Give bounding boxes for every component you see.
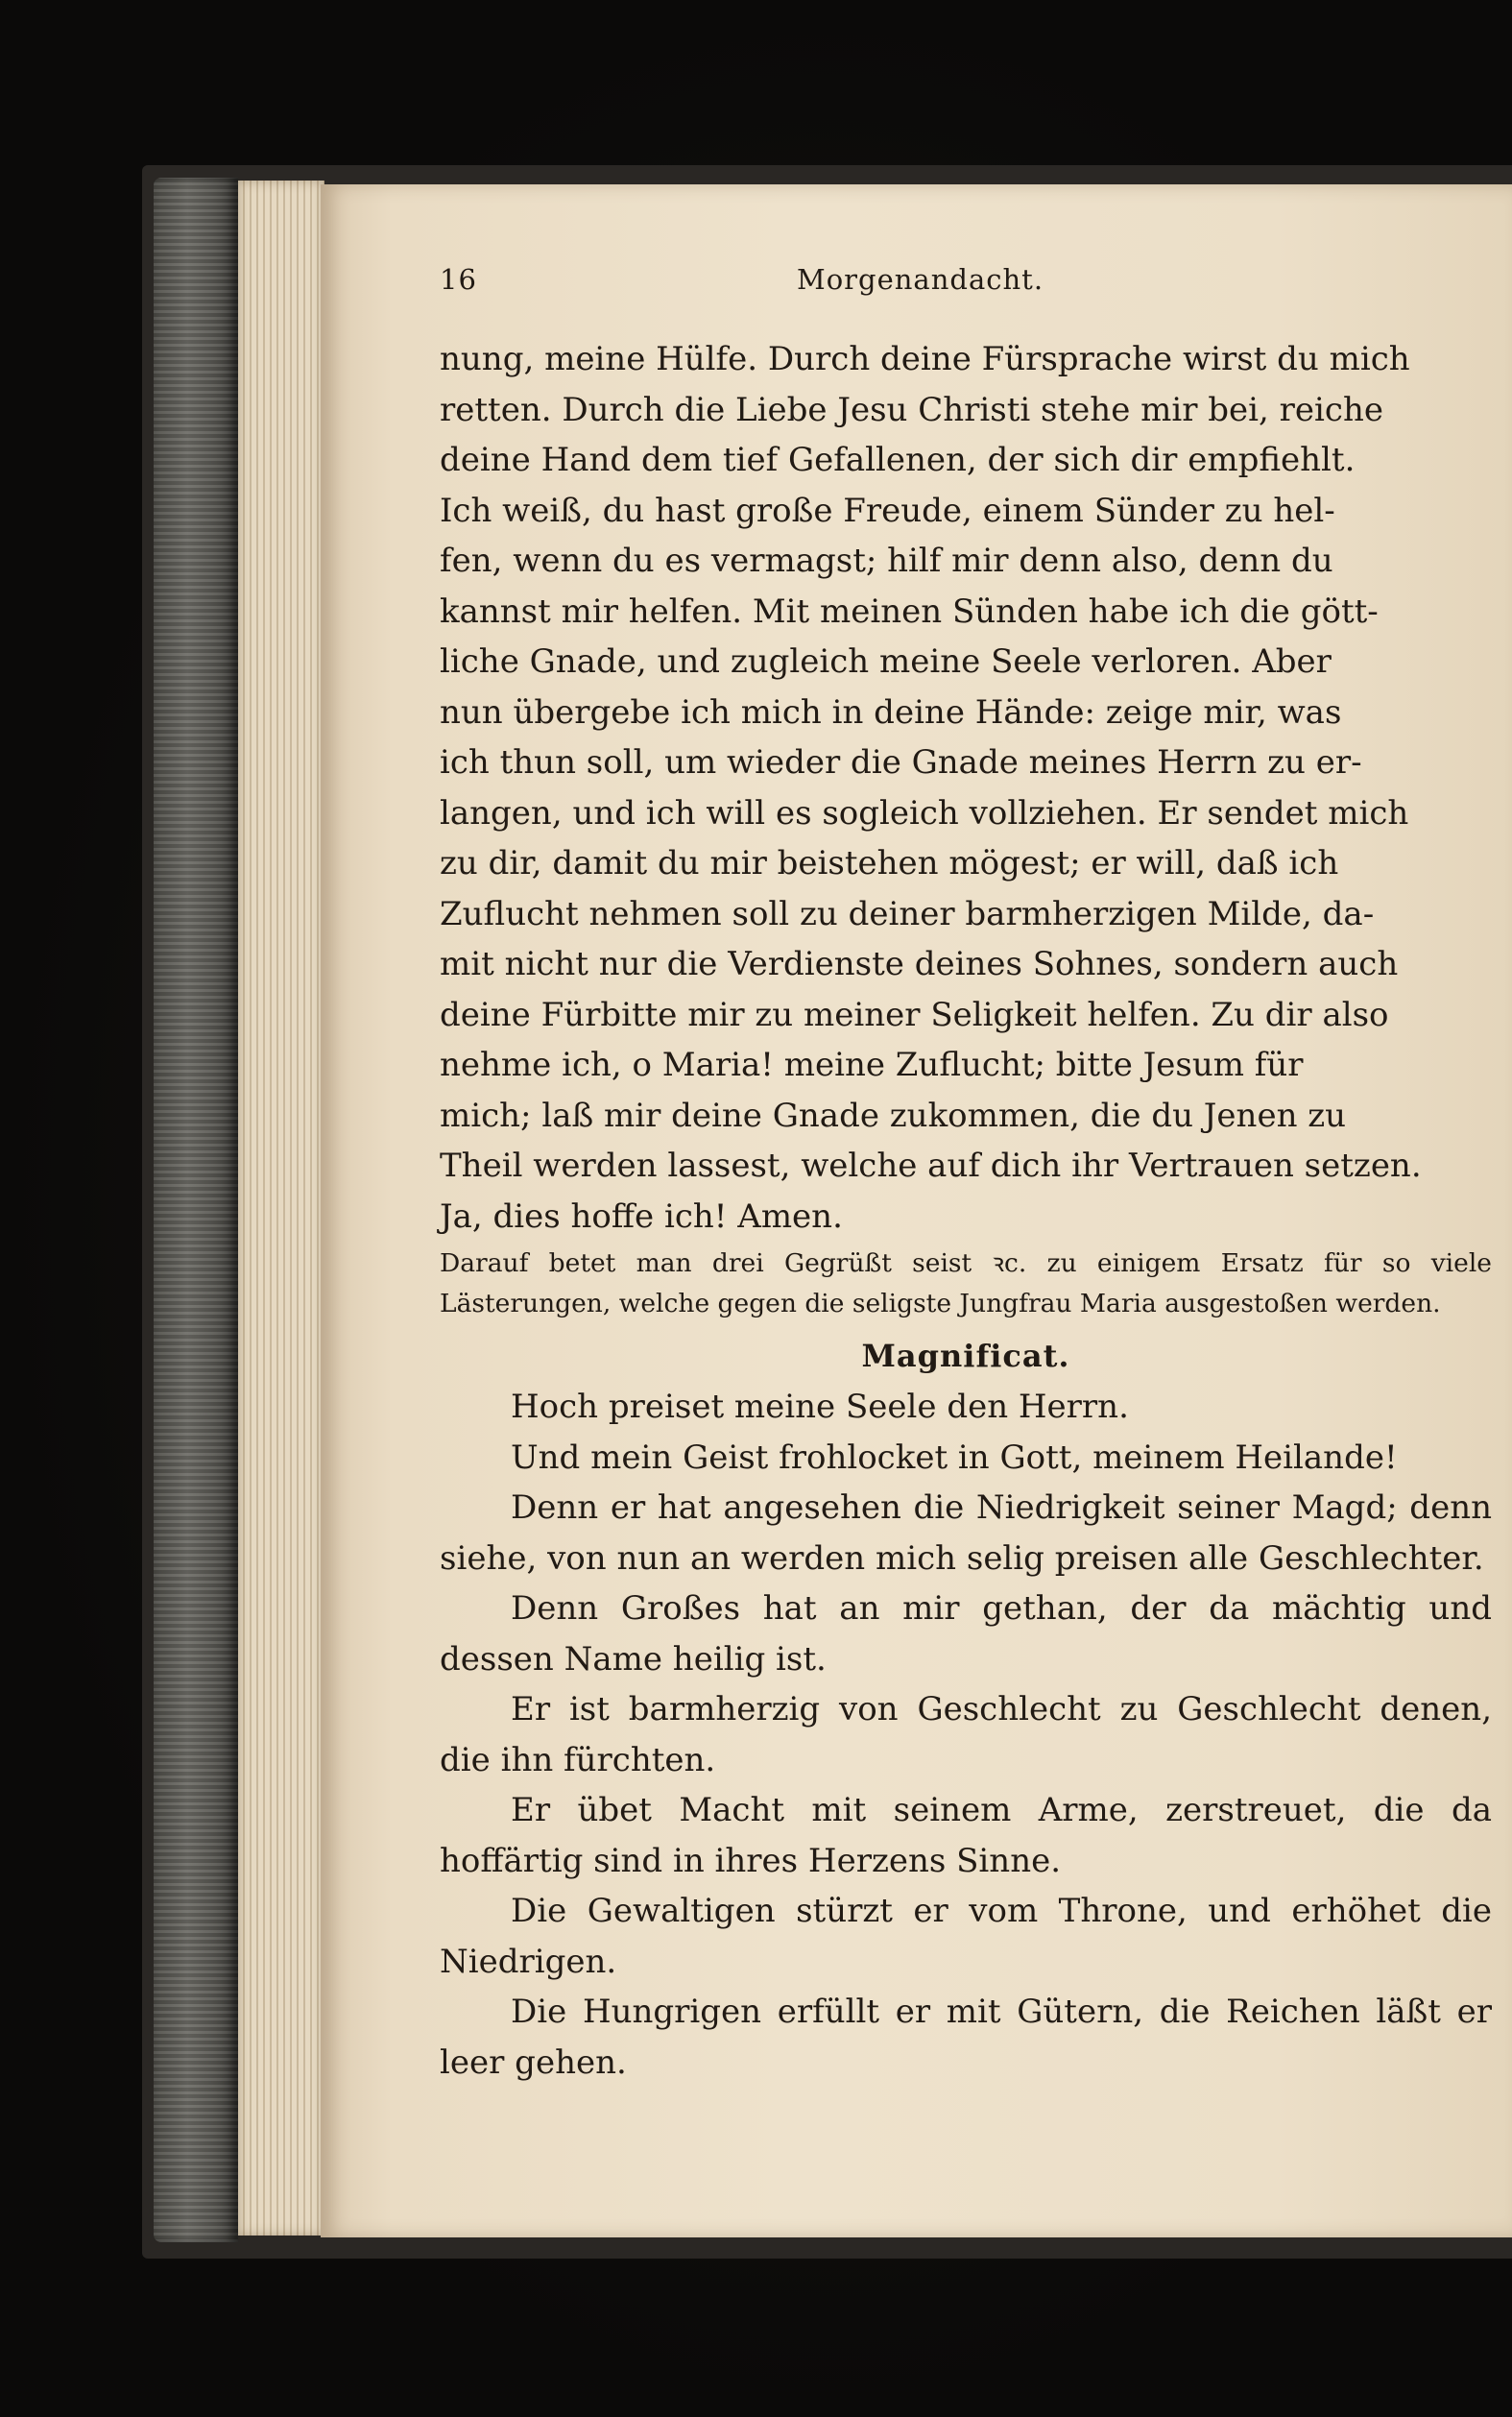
prayer-line: Zuflucht nehmen soll zu deiner barmherzigen Milde, da- — [440, 894, 1375, 933]
prayer-line: Ja, dies hoffe ich! Amen. — [440, 1196, 843, 1236]
prayer-line: mit nicht nur die Verdienste deines Sohnes, sondern auch — [440, 945, 1399, 983]
prayer-line: Theil werden lassest, welche auf dich ihr Vertrauen setzen. — [440, 1147, 1422, 1185]
page-edges — [238, 181, 324, 2236]
verse: Er übet Macht mit seinem Arme, zerstreuet, die da hoffärtig sind in ihres Herzens Sinne. — [440, 1791, 1492, 1880]
prayer-line: ich thun soll, um wieder die Gnade meines Herrn zu er- — [440, 743, 1362, 782]
prayer-line: zu dir, damit du mir beistehen mögest; er will, daß ich — [440, 844, 1339, 882]
prayer-line: kannst mir helfen. Mit meinen Sünden habe ich die gött- — [440, 592, 1379, 631]
text-block — [440, 334, 1492, 2088]
verse: Er ist barmherzig von Geschlecht zu Geschlecht denen, die ihn fürchten. — [440, 1690, 1492, 1779]
prayer-line: nun übergebe ich mich in deine Hände: zeige mir, was — [440, 692, 1342, 732]
prayer-line: fen, wenn du es vermagst; hilf mir denn also, denn du — [440, 542, 1333, 580]
verse: Und mein Geist frohlocket in Gott, meinem Heilande! — [511, 1438, 1398, 1477]
prayer-line: langen, und ich will es sogleich vollziehen. Er sendet mich — [440, 793, 1409, 833]
running-head: Morgenandacht. — [797, 263, 1044, 296]
prayer-line: deine Hand dem tief Gefallenen, der sich dir empfiehlt. — [440, 441, 1356, 479]
book-page — [321, 184, 1512, 2237]
page-number: 16 — [440, 263, 477, 296]
verse: Denn Großes hat an mir gethan, der da mächtig und dessen Name heilig ist. — [440, 1589, 1492, 1679]
verse-list — [440, 1382, 1492, 2088]
prayer-line: mich; laß mir deine Gnade zukommen, die du Jenen zu — [440, 1096, 1347, 1135]
verse: Die Hungrigen erfüllt er mit Gütern, die Reichen läßt er leer gehen. — [440, 1993, 1492, 2082]
prayer-line: deine Fürbitte mir zu meiner Seligkeit helfen. Zu dir also — [440, 995, 1389, 1034]
section-title: Magnificat. — [861, 1338, 1070, 1374]
cloth-spine — [154, 178, 238, 2242]
prayer-line: nung, meine Hülfe. Durch deine Fürsprache wirst du mich — [440, 340, 1410, 378]
prayer-line: liche Gnade, und zugleich meine Seele verloren. Aber — [440, 642, 1332, 681]
verse: Die Gewaltigen stürzt er vom Throne, und erhöhet die Niedrigen. — [440, 1892, 1492, 1981]
page-header — [440, 263, 1400, 302]
prayer-line: nehme ich, o Maria! meine Zuflucht; bitte Jesum für — [440, 1046, 1304, 1084]
verse: Denn er hat angesehen die Niedrigkeit seiner Magd; denn siehe, von nun an werden mich selig preisen alle Geschlechter. — [440, 1488, 1492, 1578]
prayer-line: Ich weiß, du hast große Freude, einem Sünder zu hel- — [440, 491, 1335, 530]
prayer-paragraph — [440, 334, 1492, 1242]
prayer-line: retten. Durch die Liebe Jesu Christi stehe mir bei, reiche — [440, 390, 1383, 429]
verse: Hoch preiset meine Seele den Herrn. — [511, 1388, 1129, 1426]
rubric-instruction: Darauf betet man drei Gegrüßt seist ꝛc. zu einigem Ersatz für so viele Lästerungen, welche gegen die seligste Jungfrau Maria ausgestoßen werden. — [440, 1248, 1492, 1318]
